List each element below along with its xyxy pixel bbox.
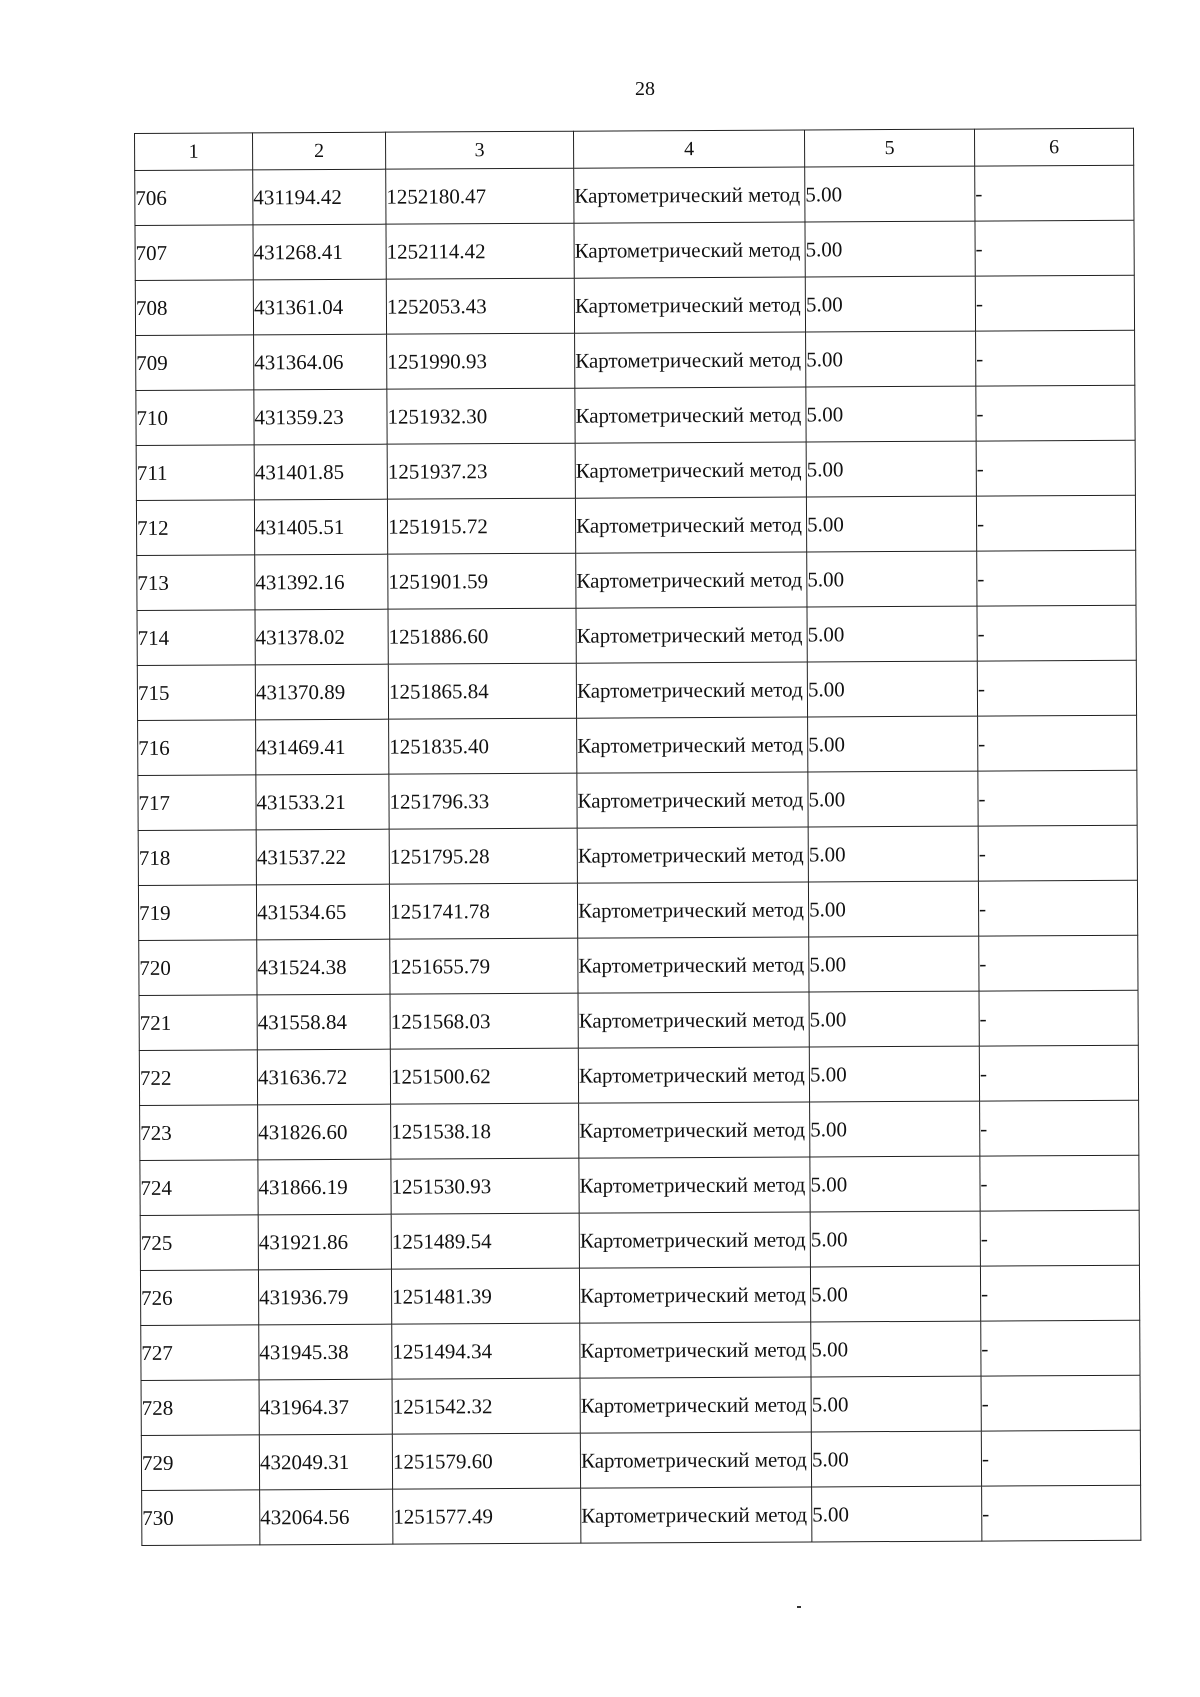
description-cell: -	[979, 990, 1138, 1046]
accuracy-cell: 5.00	[806, 441, 976, 497]
description-cell: -	[976, 495, 1135, 551]
table-row	[138, 825, 1137, 885]
description-cell: -	[977, 660, 1136, 716]
accuracy-cell: 5.00	[806, 496, 976, 552]
accuracy-cell: 5.00	[808, 771, 978, 827]
accuracy-cell: 5.00	[809, 1046, 979, 1102]
table-row	[139, 935, 1138, 995]
accuracy-cell: 5.00	[808, 881, 978, 937]
x-coordinate-cell: 431401.85	[254, 444, 387, 500]
table-row	[135, 275, 1134, 335]
point-number-cell: 727	[141, 1325, 259, 1381]
table-row	[140, 1155, 1139, 1215]
point-number-cell: 720	[139, 940, 257, 996]
y-coordinate-cell: 1252053.43	[386, 278, 574, 334]
accuracy-cell: 5.00	[810, 1101, 980, 1157]
point-number-cell: 707	[135, 225, 253, 281]
table-row	[140, 1100, 1139, 1160]
x-coordinate-cell: 431533.21	[256, 774, 389, 830]
y-coordinate-cell: 1251538.18	[391, 1103, 579, 1159]
point-number-cell: 711	[136, 445, 254, 501]
description-cell: -	[978, 880, 1137, 936]
table-row	[137, 660, 1136, 720]
table-row	[138, 770, 1137, 830]
method-cell: Картометрический метод	[578, 1047, 809, 1103]
table-row	[135, 165, 1134, 225]
point-number-cell: 726	[140, 1270, 258, 1326]
method-cell: Картометрический метод	[580, 1322, 811, 1378]
x-coordinate-cell: 431364.06	[254, 334, 387, 390]
accuracy-cell: 5.00	[806, 331, 976, 387]
table-row	[135, 220, 1134, 280]
x-coordinate-cell: 431636.72	[257, 1049, 390, 1105]
description-cell: -	[976, 385, 1135, 441]
point-number-cell: 712	[136, 500, 254, 556]
point-number-cell: 718	[138, 830, 256, 886]
point-number-cell: 716	[138, 720, 256, 776]
x-coordinate-cell: 431370.89	[255, 664, 388, 720]
y-coordinate-cell: 1251481.39	[391, 1268, 579, 1324]
method-cell: Картометрический метод	[579, 1102, 810, 1158]
table-row	[141, 1320, 1140, 1380]
header-col-3: 3	[385, 131, 573, 169]
stray-mark	[797, 1606, 801, 1608]
point-number-cell: 710	[136, 390, 254, 446]
x-coordinate-cell: 431936.79	[258, 1269, 391, 1325]
table-row	[136, 440, 1135, 500]
accuracy-cell: 5.00	[811, 1321, 981, 1377]
y-coordinate-cell: 1251579.60	[392, 1433, 580, 1489]
method-cell: Картометрический метод	[577, 827, 808, 883]
x-coordinate-cell: 431866.19	[258, 1159, 391, 1215]
method-cell: Картометрический метод	[580, 1377, 811, 1433]
header-col-6: 6	[974, 128, 1133, 166]
accuracy-cell: 5.00	[810, 1156, 980, 1212]
y-coordinate-cell: 1251937.23	[387, 443, 575, 499]
description-cell: -	[981, 1430, 1140, 1486]
x-coordinate-cell: 431359.23	[254, 389, 387, 445]
description-cell: -	[977, 605, 1136, 661]
method-cell: Картометрический метод	[576, 552, 807, 608]
x-coordinate-cell: 431392.16	[255, 554, 388, 610]
description-cell: -	[976, 330, 1135, 386]
method-cell: Картометрический метод	[574, 222, 805, 278]
y-coordinate-cell: 1251489.54	[391, 1213, 579, 1269]
y-coordinate-cell: 1251500.62	[390, 1048, 578, 1104]
y-coordinate-cell: 1251915.72	[387, 498, 575, 554]
x-coordinate-cell: 431405.51	[254, 499, 387, 555]
point-number-cell: 728	[141, 1380, 259, 1436]
point-number-cell: 715	[137, 665, 255, 721]
y-coordinate-cell: 1251901.59	[388, 553, 576, 609]
y-coordinate-cell: 1251865.84	[388, 663, 576, 719]
accuracy-cell: 5.00	[807, 606, 977, 662]
point-number-cell: 719	[138, 885, 256, 941]
header-col-4: 4	[573, 130, 804, 168]
table-row	[136, 385, 1135, 445]
table-body	[135, 165, 1141, 1545]
table-row	[138, 715, 1137, 775]
y-coordinate-cell: 1251530.93	[391, 1158, 579, 1214]
method-cell: Картометрический метод	[579, 1212, 810, 1268]
y-coordinate-cell: 1251990.93	[387, 333, 575, 389]
method-cell: Картометрический метод	[577, 717, 808, 773]
x-coordinate-cell: 431558.84	[257, 994, 390, 1050]
table-row	[142, 1485, 1141, 1545]
method-cell: Картометрический метод	[574, 167, 805, 223]
point-number-cell: 725	[140, 1215, 258, 1271]
accuracy-cell: 5.00	[808, 716, 978, 772]
method-cell: Картометрический метод	[576, 662, 807, 718]
method-cell: Картометрический метод	[575, 332, 806, 388]
x-coordinate-cell: 432049.31	[259, 1434, 392, 1490]
header-col-5: 5	[804, 129, 974, 167]
description-cell: -	[980, 1100, 1139, 1156]
accuracy-cell: 5.00	[811, 1431, 981, 1487]
table-row	[137, 605, 1136, 665]
y-coordinate-cell: 1251494.34	[392, 1323, 580, 1379]
point-number-cell: 723	[140, 1105, 258, 1161]
table-row	[136, 330, 1135, 390]
method-cell: Картометрический метод	[581, 1487, 812, 1543]
y-coordinate-cell: 1251542.32	[392, 1378, 580, 1434]
x-coordinate-cell: 431194.42	[253, 169, 386, 225]
x-coordinate-cell: 431534.65	[256, 884, 389, 940]
method-cell: Картометрический метод	[579, 1267, 810, 1323]
y-coordinate-cell: 1251741.78	[389, 883, 577, 939]
method-cell: Картометрический метод	[575, 442, 806, 498]
x-coordinate-cell: 431469.41	[256, 719, 389, 775]
description-cell: -	[978, 770, 1137, 826]
accuracy-cell: 5.00	[805, 166, 975, 222]
point-number-cell: 717	[138, 775, 256, 831]
table-row	[139, 1045, 1138, 1105]
point-number-cell: 730	[142, 1490, 260, 1546]
description-cell: -	[975, 220, 1134, 276]
x-coordinate-cell: 431964.37	[259, 1379, 392, 1435]
point-number-cell: 724	[140, 1160, 258, 1216]
y-coordinate-cell: 1251796.33	[389, 773, 577, 829]
accuracy-cell: 5.00	[805, 221, 975, 277]
x-coordinate-cell: 431826.60	[258, 1104, 391, 1160]
description-cell: -	[980, 1265, 1139, 1321]
method-cell: Картометрический метод	[575, 497, 806, 553]
accuracy-cell: 5.00	[810, 1266, 980, 1322]
table-row	[140, 1210, 1139, 1270]
point-number-cell: 722	[139, 1050, 257, 1106]
table-header-row	[135, 128, 1134, 170]
header-col-1: 1	[135, 133, 253, 171]
y-coordinate-cell: 1251577.49	[393, 1488, 581, 1544]
table-row	[136, 495, 1135, 555]
point-number-cell: 729	[141, 1435, 259, 1491]
coordinates-table	[134, 128, 1141, 1546]
accuracy-cell: 5.00	[809, 991, 979, 1047]
page-number: 28	[635, 78, 655, 100]
accuracy-cell: 5.00	[807, 661, 977, 717]
point-number-cell: 713	[137, 555, 255, 611]
point-number-cell: 709	[136, 335, 254, 391]
x-coordinate-cell: 432064.56	[260, 1489, 393, 1545]
method-cell: Картометрический метод	[579, 1157, 810, 1213]
x-coordinate-cell: 431378.02	[255, 609, 388, 665]
description-cell: -	[980, 1210, 1139, 1266]
method-cell: Картометрический метод	[578, 992, 809, 1048]
accuracy-cell: 5.00	[808, 826, 978, 882]
description-cell: -	[977, 550, 1136, 606]
method-cell: Картометрический метод	[577, 772, 808, 828]
description-cell: -	[982, 1485, 1141, 1541]
accuracy-cell: 5.00	[805, 276, 975, 332]
description-cell: -	[981, 1375, 1140, 1431]
accuracy-cell: 5.00	[812, 1486, 982, 1542]
method-cell: Картометрический метод	[576, 607, 807, 663]
description-cell: -	[978, 715, 1137, 771]
accuracy-cell: 5.00	[809, 936, 979, 992]
description-cell: -	[979, 1045, 1138, 1101]
point-number-cell: 708	[135, 280, 253, 336]
description-cell: -	[979, 935, 1138, 991]
description-cell: -	[975, 165, 1134, 221]
header-col-2: 2	[253, 132, 386, 170]
table-row	[139, 990, 1138, 1050]
accuracy-cell: 5.00	[807, 551, 977, 607]
y-coordinate-cell: 1251795.28	[389, 828, 577, 884]
y-coordinate-cell: 1251568.03	[390, 993, 578, 1049]
accuracy-cell: 5.00	[810, 1211, 980, 1267]
description-cell: -	[978, 825, 1137, 881]
y-coordinate-cell: 1252180.47	[386, 168, 574, 224]
table-row	[138, 880, 1137, 940]
x-coordinate-cell: 431524.38	[257, 939, 390, 995]
point-number-cell: 706	[135, 170, 253, 226]
accuracy-cell: 5.00	[806, 386, 976, 442]
description-cell: -	[975, 275, 1134, 331]
x-coordinate-cell: 431945.38	[259, 1324, 392, 1380]
y-coordinate-cell: 1251655.79	[390, 938, 578, 994]
point-number-cell: 714	[137, 610, 255, 666]
table-row	[137, 550, 1136, 610]
method-cell: Картометрический метод	[575, 387, 806, 443]
method-cell: Картометрический метод	[577, 882, 808, 938]
x-coordinate-cell: 431361.04	[253, 279, 386, 335]
x-coordinate-cell: 431268.41	[253, 224, 386, 280]
accuracy-cell: 5.00	[811, 1376, 981, 1432]
description-cell: -	[981, 1320, 1140, 1376]
x-coordinate-cell: 431921.86	[258, 1214, 391, 1270]
table-row	[141, 1375, 1140, 1435]
table-row	[141, 1430, 1140, 1490]
point-number-cell: 721	[139, 995, 257, 1051]
method-cell: Картометрический метод	[574, 277, 805, 333]
y-coordinate-cell: 1251886.60	[388, 608, 576, 664]
description-cell: -	[976, 440, 1135, 496]
table-row	[140, 1265, 1139, 1325]
method-cell: Картометрический метод	[580, 1432, 811, 1488]
x-coordinate-cell: 431537.22	[256, 829, 389, 885]
y-coordinate-cell: 1251932.30	[387, 388, 575, 444]
y-coordinate-cell: 1251835.40	[389, 718, 577, 774]
y-coordinate-cell: 1252114.42	[386, 223, 574, 279]
description-cell: -	[980, 1155, 1139, 1211]
method-cell: Картометрический метод	[578, 937, 809, 993]
